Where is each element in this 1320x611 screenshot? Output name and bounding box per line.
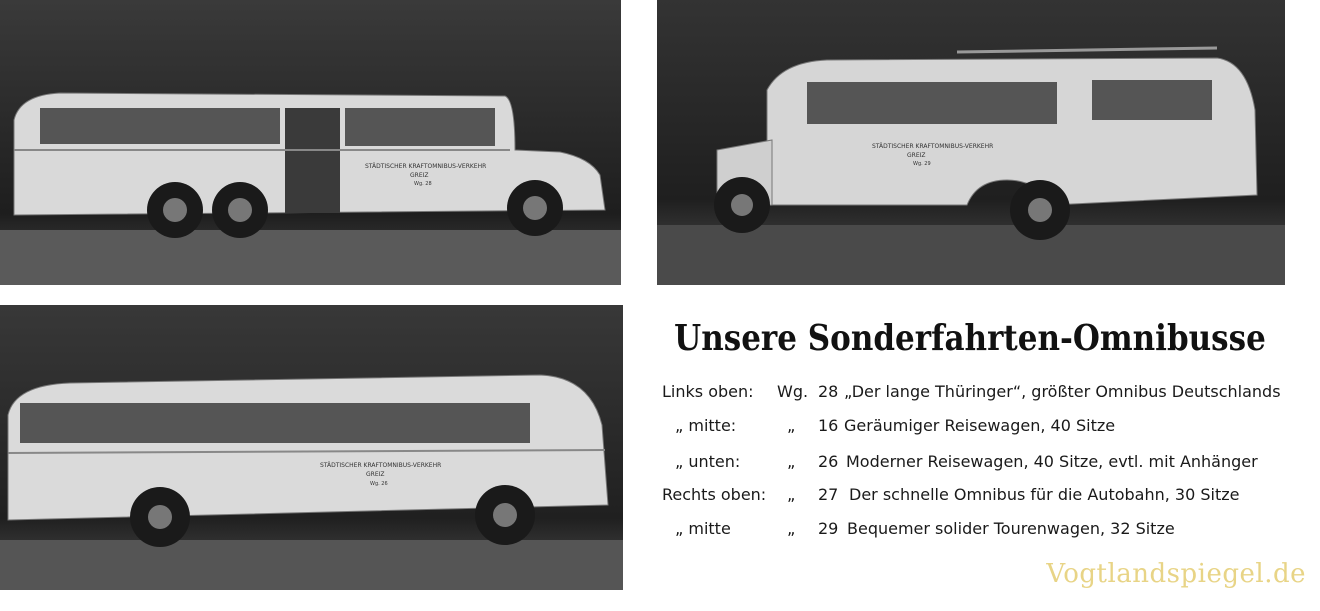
- bus-wagon-number: Wg. 28: [414, 181, 432, 187]
- caption-number: 29: [818, 519, 839, 538]
- caption-text: Bequemer solider Tourenwagen, 32 Sitze: [847, 519, 1175, 538]
- caption-marker: „: [787, 452, 796, 471]
- bus-side-lettering: STÄDTISCHER KRAFTOMNIBUS-VERKEHR: [872, 143, 994, 150]
- photo-long-bus: [0, 0, 621, 285]
- bus-side-lettering: STÄDTISCHER KRAFTOMNIBUS-VERKEHR: [320, 462, 442, 469]
- caption-number: 28: [818, 382, 839, 401]
- caption-text: Geräumiger Reisewagen, 40 Sitze: [844, 416, 1116, 435]
- photo-modern-bus: [0, 305, 623, 590]
- page-title: Unsere Sonderfahrten-Omnibusse: [674, 318, 1266, 360]
- caption-text: Der schnelle Omnibus für die Autobahn, 30 Sitze: [849, 485, 1240, 504]
- bus-wagon-number: Wg. 26: [370, 481, 388, 487]
- bus-city-lettering: GREIZ: [907, 152, 926, 159]
- caption-number: 27: [818, 485, 839, 504]
- caption-text: „Der lange Thüringer“, größter Omnibus Deutschlands: [844, 382, 1281, 401]
- caption-number: 26: [818, 452, 839, 471]
- caption-label: „ mitte: [675, 519, 731, 538]
- bus-wagon-number: Wg. 29: [913, 161, 931, 167]
- caption-marker: „: [787, 485, 796, 504]
- caption-label: Rechts oben:: [662, 485, 767, 504]
- bus-city-lettering: GREIZ: [366, 471, 385, 478]
- caption-label: Links oben:: [662, 382, 754, 401]
- caption-marker: „: [787, 519, 796, 538]
- caption-label: „ mitte:: [675, 416, 737, 435]
- watermark: Vogtlandspiegel.de: [1046, 559, 1306, 589]
- caption-marker: „: [787, 416, 796, 435]
- caption-label: „ unten:: [675, 452, 741, 471]
- bus-side-lettering: STÄDTISCHER KRAFTOMNIBUS-VERKEHR: [365, 163, 487, 170]
- caption-marker: Wg.: [777, 382, 809, 401]
- bus-city-lettering: GREIZ: [410, 172, 429, 179]
- photo-touring-bus: [657, 0, 1285, 285]
- caption-text: Moderner Reisewagen, 40 Sitze, evtl. mit Anhänger: [846, 452, 1258, 471]
- caption-number: 16: [818, 416, 839, 435]
